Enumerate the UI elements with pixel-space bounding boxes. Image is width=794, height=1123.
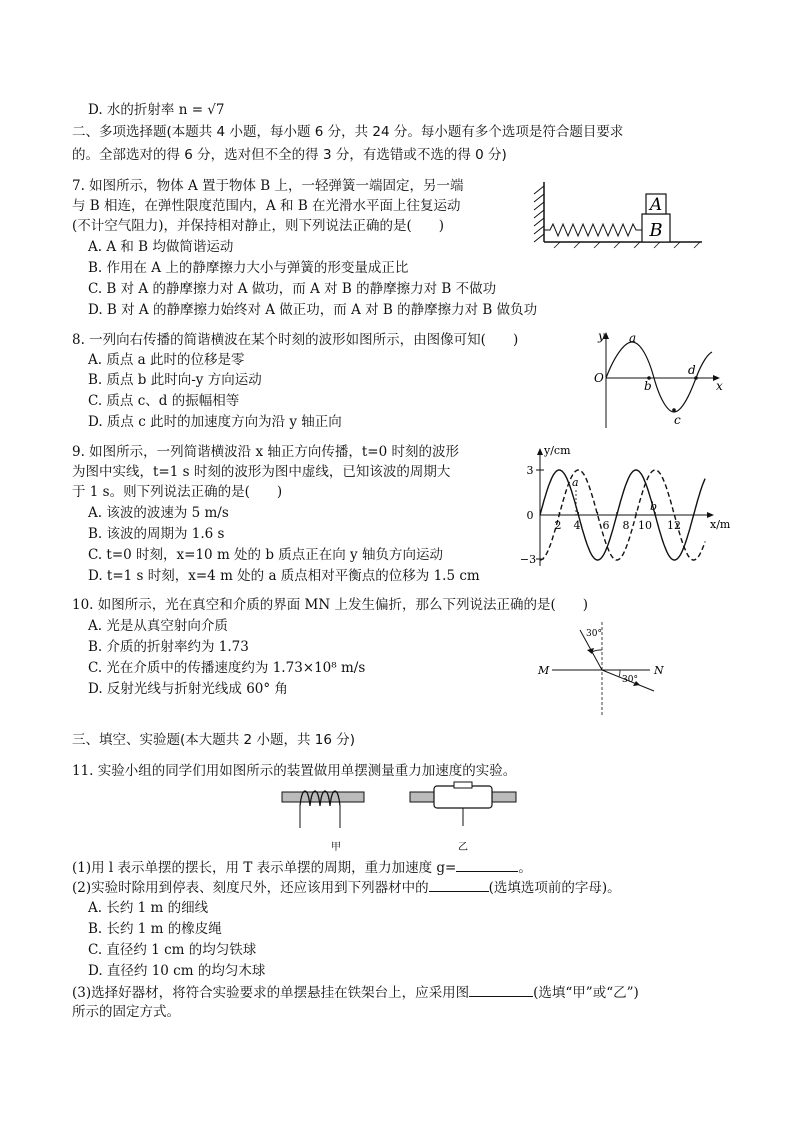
q11-part3-line2: 所示的固定方式。 (72, 1004, 180, 1020)
q9-option-b: B. 该波的周期为 1.6 s (88, 526, 225, 542)
q7-spring-figure (530, 178, 710, 248)
q11-option-a: A. 长约 1 m 的细线 (88, 900, 209, 916)
q11-stem: 11. 实验小组的同学们用如图所示的装置做用单摆测量重力加速度的实验。 (72, 763, 517, 779)
q9-option-c: C. t=0 时刻，x=10 m 处的 b 质点正在向 y 轴负方向运动 (88, 547, 443, 563)
q10-refraction-figure (536, 620, 676, 720)
interface-label-m: M (538, 664, 550, 677)
q10-option-b: B. 介质的折射率约为 1.73 (88, 639, 249, 655)
y-tick-minus3: −3 (519, 553, 537, 566)
angle-label-bottom: 30° (622, 675, 638, 685)
label-b: B (649, 220, 663, 241)
q11-part3 (72, 982, 639, 1003)
section3-heading: 三、填空、实验题(本大题共 2 小题，共 16 分) (72, 732, 355, 748)
q11-option-d: D. 直径约 10 cm 的均匀木球 (88, 963, 266, 979)
q7-stem-line2: 与 B 相连，在弹性限度范围内，A 和 B 在光滑水平面上往复运动 (72, 198, 461, 214)
y-axis-label: y/cm (544, 444, 571, 457)
point-a-label: a (629, 331, 637, 345)
angle-label-top: 30° (586, 629, 602, 639)
point-c-label: c (674, 413, 681, 427)
q9-stem-line3: 于 1 s。则下列说法正确的是( ) (72, 484, 283, 500)
q8-option-c: C. 质点 c、d 的振幅相等 (88, 393, 240, 409)
q8-wave-figure (592, 330, 722, 430)
q9-option-d: D. t=1 s 时刻，x=4 m 处的 a 质点相对平衡点的位移为 1.5 cm (88, 568, 480, 584)
x-tick-12: 12 (667, 519, 681, 532)
origin-label: O (594, 371, 604, 385)
y-tick-3: 3 (526, 464, 534, 477)
q11-option-b: B. 长约 1 m 的橡皮绳 (88, 921, 222, 937)
q9-stem-line2: 为图中实线，t=1 s 时刻的波形为图中虚线，已知该波的周期大 (72, 464, 451, 480)
q10-option-a: A. 光是从真空射向介质 (88, 618, 228, 634)
q11-part1 (72, 857, 532, 878)
q9-wave-figure (518, 444, 738, 570)
q7-option-a: A. A 和 B 均做简谐运动 (88, 239, 234, 255)
q11-part3-end: (选填“甲”或“乙”) (533, 985, 639, 1001)
q10-stem: 10. 如图所示，光在真空和介质的界面 MN 上发生偏折，那么下列说法正确的是( ) (72, 597, 589, 613)
section2-heading-line2: 的。全部选对的得 6 分，选对但不全的得 3 分，有选错或不选的得 0 分) (72, 147, 507, 163)
spring (544, 224, 642, 236)
q11-part1-text: (1)用 l 表示单摆的摆长，用 T 表示单摆的周期，重力加速度 g= (72, 860, 457, 876)
point-b-label: b (650, 500, 658, 513)
point-a-label: a (572, 476, 579, 489)
label-jia: 甲 (331, 842, 341, 853)
answer-blank-3[interactable] (469, 982, 533, 997)
x-label: x (716, 379, 723, 393)
q11-option-c: C. 直径约 1 cm 的均匀铁球 (88, 942, 257, 958)
q6-option-d: D. 水的折射率 n = √7 (88, 102, 225, 118)
q11-part2-text: (2)实验时除用到停表、刻度尺外，还应该用到下列器材中的 (72, 880, 429, 896)
q7-option-d: D. B 对 A 的静摩擦力始终对 A 做正功，而 A 对 B 的静摩擦力对 B 做负功 (88, 302, 538, 318)
x-tick-6: 6 (602, 519, 610, 532)
q11-part1-end: 。 (518, 860, 532, 876)
y-tick-0: 0 (526, 509, 534, 522)
x-axis-label: x/m (710, 518, 731, 531)
q10-option-d: D. 反射光线与折射光线成 60° 角 (88, 681, 288, 697)
q8-option-b: B. 质点 b 此时向-y 方向运动 (88, 372, 262, 388)
q8-stem: 8. 一列向右传播的简谐横波在某个时刻的波形如图所示，由图像可知( ) (72, 332, 519, 348)
y-label: y (598, 329, 605, 343)
q8-option-a: A. 质点 a 此时的位移是零 (88, 352, 245, 368)
x-tick-2: 2 (554, 519, 562, 532)
q9-stem-line1: 9. 如图所示，一列简谐横波沿 x 轴正方向传播，t=0 时刻的波形 (72, 444, 459, 460)
q11-part3-text: (3)选择好器材，将符合实验要求的单摆悬挂在铁架台上，应采用图 (72, 985, 470, 1001)
x-tick-4: 4 (573, 519, 581, 532)
q7-stem-line3: (不计空气阻力)，并保持相对静止，则下列说法正确的是( ) (72, 218, 445, 234)
x-tick-8: 8 (622, 519, 630, 532)
point-d-label: d (688, 363, 696, 377)
q8-option-d: D. 质点 c 此时的加速度方向为沿 y 轴正向 (88, 414, 342, 430)
x-tick-10: 10 (638, 519, 652, 532)
label-a: A (649, 195, 663, 215)
interface-label-n: N (654, 664, 664, 677)
q7-option-c: C. B 对 A 的静摩擦力对 A 做功，而 A 对 B 的静摩擦力对 B 不做功 (88, 281, 497, 297)
section2-heading-line1: 二、多项选择题(本题共 4 小题，每小题 6 分，共 24 分。每小题有多个选项是符合题目要求 (72, 124, 624, 140)
answer-blank-2[interactable] (429, 877, 489, 892)
q10-option-c: C. 光在介质中的传播速度约为 1.73×10⁸ m/s (88, 660, 366, 676)
q11-part2-end: (选填选项前的字母)。 (488, 880, 621, 896)
point-b-label: b (644, 379, 652, 393)
q7-option-b: B. 作用在 A 上的静摩擦力大小与弹簧的形变量成正比 (88, 260, 409, 276)
label-yi: 乙 (458, 842, 468, 853)
answer-blank-1[interactable] (456, 857, 518, 872)
q9-option-a: A. 该波的波速为 5 m/s (88, 505, 229, 521)
q7-stem-line1: 7. 如图所示，物体 A 置于物体 B 上，一轻弹簧一端固定，另一端 (72, 178, 464, 194)
q11-pendulum-figure (276, 782, 526, 852)
q11-part2 (72, 877, 621, 898)
